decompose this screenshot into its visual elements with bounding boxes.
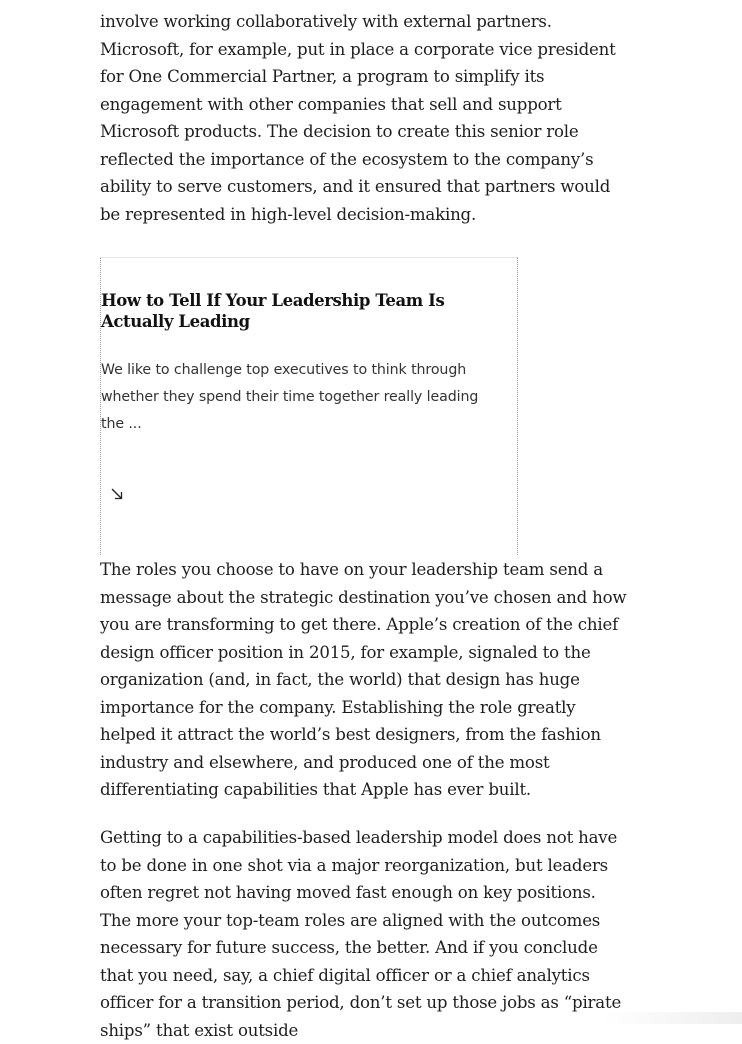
corner-shadow bbox=[602, 1012, 742, 1024]
arrow-down-right-icon[interactable] bbox=[110, 487, 124, 501]
article-paragraph: The roles you choose to have on your leadership team send a message about the strategic destination you’ve chosen and how you are transforming to get there. Apple’s creation of the chief design officer position in 2015, for example, signaled to the organization (and, in fact, the world) that design has huge importance for the company. Establishing the role greatly helped it attract the world’s best designers, from the fashion industry and elsewhere, and produced one of the most differentiating capabilities that Apple has ever built. bbox=[100, 560, 627, 799]
article-paragraph: Getting to a capabilities-based leadership model does not have to be done in one shot via a major reorganization, but leaders often regret not having moved fast enough on key positions. The more your top-team roles are aligned with the outcomes necessary for future success, the better. And if you conclude that you need, say, a chief digital officer or a chief analytics officer for a transition period, don’t set up those jobs as “pirate ships” that exist outside bbox=[100, 828, 622, 1040]
related-article-excerpt: We like to challenge top executives to think through whether they spend their time together really leading the ... bbox=[101, 362, 479, 432]
related-article-title[interactable]: How to Tell If Your Leadership Team Is Actually Leading bbox=[101, 291, 445, 331]
related-article-card[interactable] bbox=[100, 257, 518, 555]
article-paragraph: involve working collaboratively with external partners. Microsoft, for example, put in place a corporate vice president for One Commercial Partner, a program to simplify its engagement with other companies that sell and support Microsoft products. The decision to create this senior role reflected the importance of the ecosystem to the company’s ability to serve customers, and it ensured that partners would be represented in high-level decision-making. bbox=[100, 12, 616, 224]
